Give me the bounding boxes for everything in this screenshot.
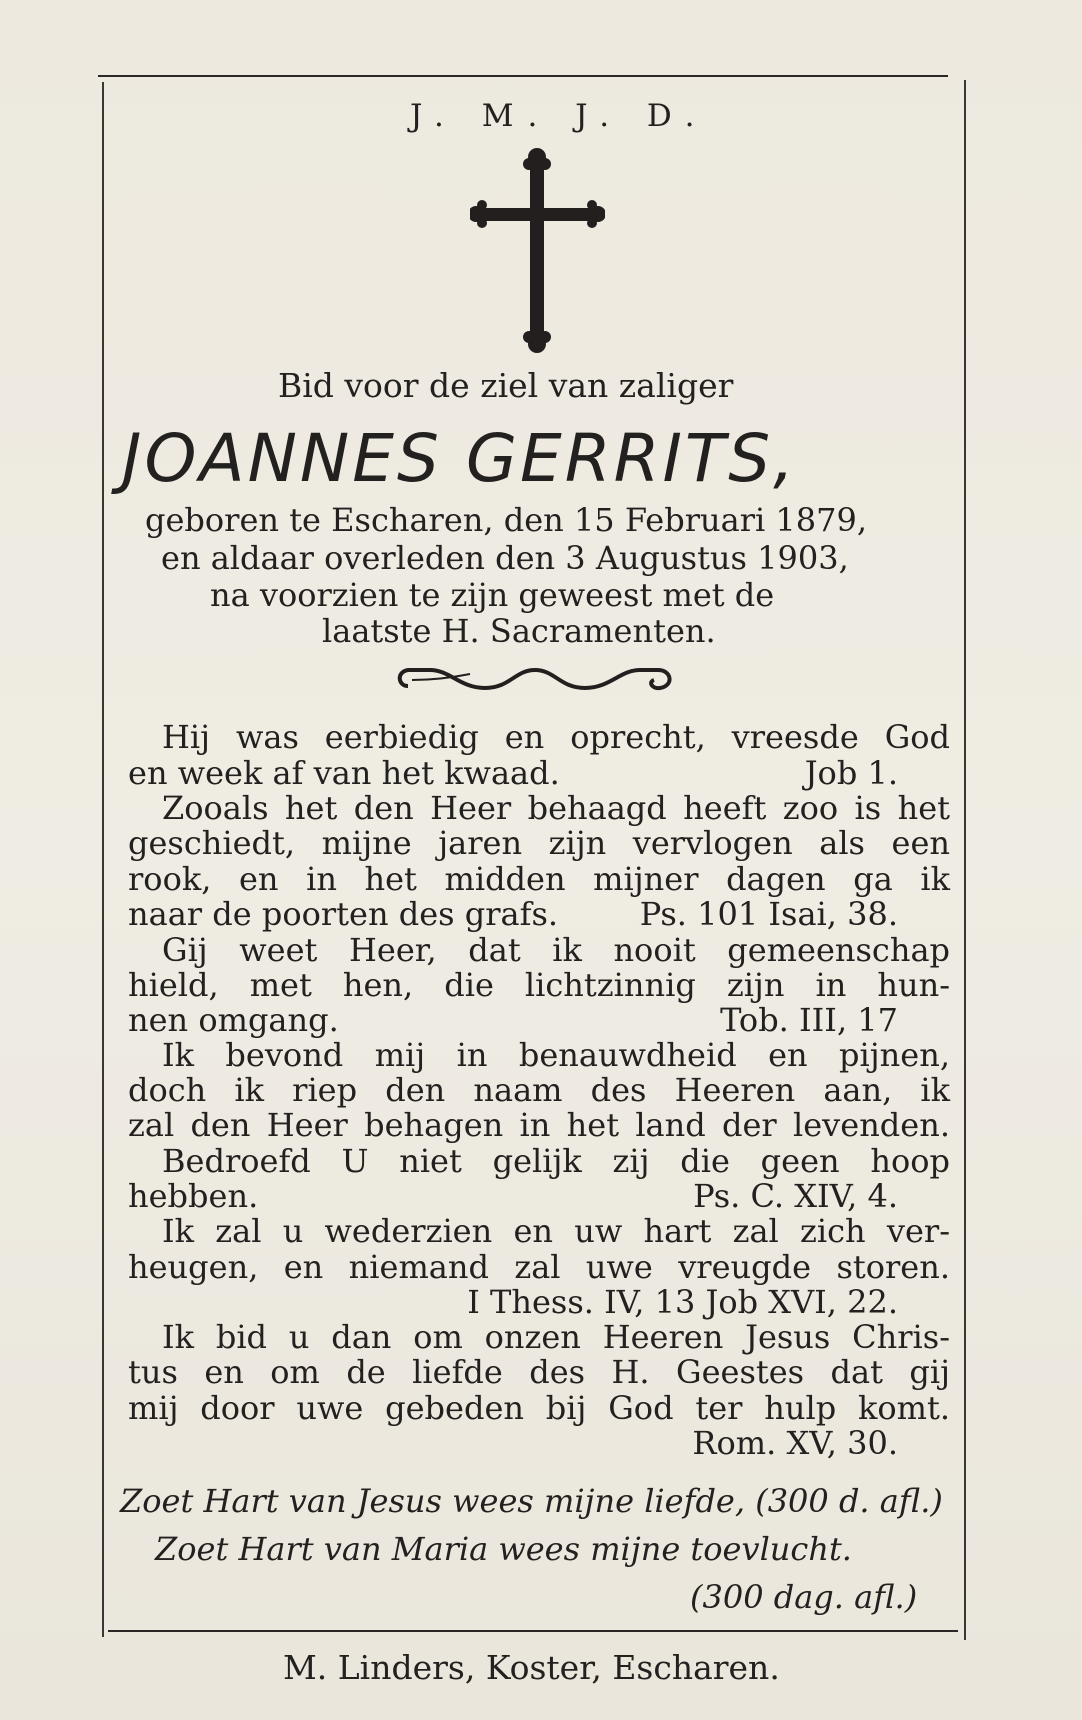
bio-line-3: na voorzien te zijn geweest met de (210, 576, 775, 614)
deceased-name: JOANNES GERRITS, (122, 420, 798, 497)
verse-3-line-3: nen omgang. (128, 1001, 339, 1039)
prayer-maria-indulgence: (300 dag. afl.) (690, 1578, 918, 1616)
bio-line-4: laatste H. Sacramenten. (322, 612, 716, 650)
frame-right-rule (964, 80, 966, 1640)
verse-7-ref: Rom. XV, 30. (692, 1424, 898, 1462)
verse-3-ref: Tob. III, 17 (720, 1001, 898, 1039)
verse-6-line-1: Ik zal u wederzien en uw hart zal zich ver- (162, 1212, 950, 1250)
verse-2-line-1: Zooals het den Heer behaagd heeft zoo is het (162, 789, 950, 827)
verse-5-line-2: hebben. (128, 1177, 259, 1215)
verse-3-line-1: Gij weet Heer, dat ik nooit gemeenschap (162, 931, 950, 969)
header-initials: J. M. J. D. (410, 98, 709, 134)
verse-6-line-2: heugen, en niemand zal uwe vreugde storen. (128, 1248, 950, 1286)
verse-2-line-3: rook, en in het midden mijner dagen ga ik (128, 860, 950, 898)
verse-1-line-2: en week af van het kwaad. (128, 754, 560, 792)
verse-4-line-3: zal den Heer behagen in het land der levenden. (128, 1106, 950, 1144)
verse-1-line-1: Hij was eerbiedig en oprecht, vreesde God (162, 718, 950, 756)
printer-credit: M. Linders, Koster, Escharen. (283, 1648, 780, 1687)
verse-4-line-2: doch ik riep den naam des Heeren aan, ik (128, 1071, 950, 1109)
verse-5-ref: Ps. C. XIV, 4. (693, 1177, 898, 1215)
cross-icon (470, 148, 605, 353)
intro-line: Bid voor de ziel van zaliger (278, 366, 734, 405)
verse-2-ref: Ps. 101 Isai, 38. (639, 895, 898, 933)
verse-1-ref: Job 1. (804, 754, 898, 792)
frame-bottom-rule (108, 1630, 958, 1632)
verse-6-ref: I Thess. IV, 13 Job XVI, 22. (467, 1283, 898, 1321)
verse-7-line-1: Ik bid u dan om onzen Heeren Jesus Chris- (162, 1318, 950, 1356)
verse-2-line-2: geschiedt, mijne jaren zijn vervlogen als een (128, 824, 950, 862)
verse-7-line-3: mij door uwe gebeden bij God ter hulp komt. (128, 1389, 950, 1427)
prayer-jesus: Zoet Hart van Jesus wees mijne liefde, (300 d. afl.) (120, 1482, 943, 1520)
verse-4-line-1: Ik bevond mij in benauwdheid en pijnen, (162, 1036, 950, 1074)
verse-3-line-2: hield, met hen, die lichtzinnig zijn in hun- (128, 966, 950, 1004)
frame-left-rule (102, 82, 104, 1637)
verse-7-line-2: tus en om de liefde des H. Geestes dat gij (128, 1353, 950, 1391)
verse-5-line-1: Bedroefd U niet gelijk zij die geen hoop (162, 1142, 950, 1180)
bio-line-1: geboren te Escharen, den 15 Februari 1879, (145, 501, 867, 539)
bio-line-2: en aldaar overleden den 3 Augustus 1903, (161, 539, 849, 577)
prayer-maria: Zoet Hart van Maria wees mijne toevlucht. (155, 1530, 852, 1568)
verse-2-line-4: naar de poorten des grafs. (128, 895, 559, 933)
frame-top-rule (98, 75, 948, 77)
flourish-divider (390, 658, 680, 698)
